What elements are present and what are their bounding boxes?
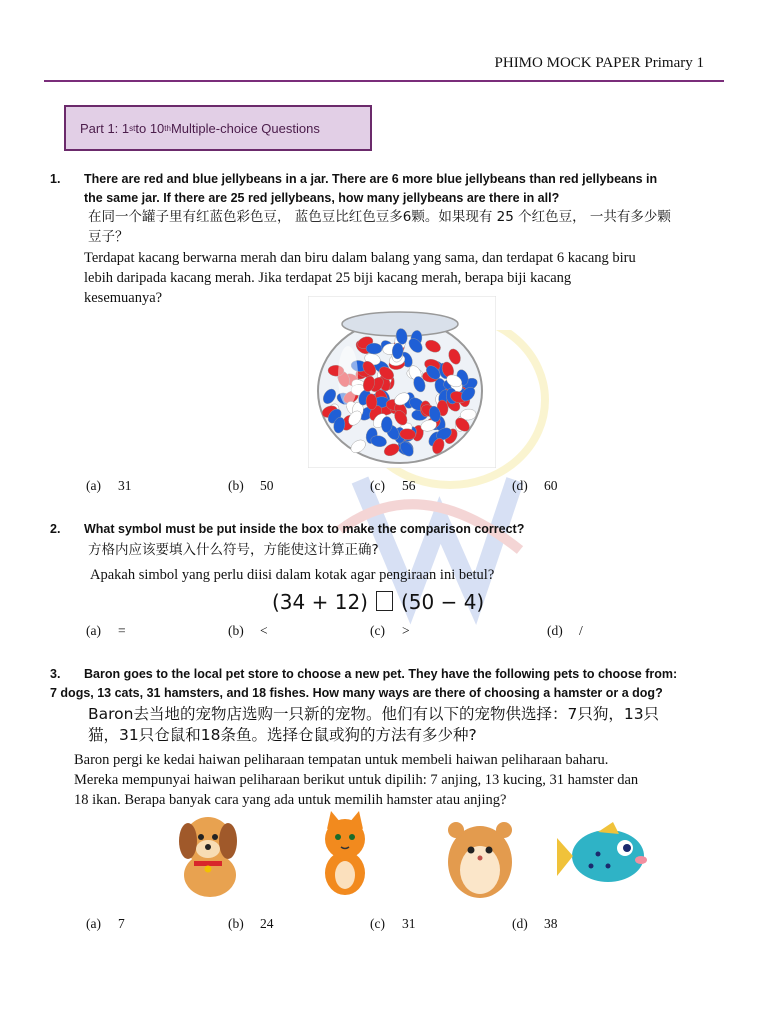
q2-number: 2. [50, 522, 61, 536]
q1-malay-line1: Terdapat kacang berwarna merah dan biru dalam balang yang sama, dan terdapat 6 kacang biru [84, 250, 636, 266]
q2-option-a-value: = [118, 623, 126, 638]
q2-equation-right: (50 − 4) [400, 590, 485, 614]
q2-option-d[interactable] [547, 623, 583, 639]
q1-option-d[interactable] [512, 478, 558, 494]
q2-option-d-label: (d) [547, 623, 563, 638]
q1-chinese-line1: 在同一个罐子里有红蓝色彩色豆， 蓝色豆比红色豆多6颗。如果现有 25 个红色豆， 一共有多少颗 [88, 209, 671, 225]
q3-option-a-value: 7 [118, 916, 125, 931]
q2-option-b-label: (b) [228, 623, 244, 638]
q3-option-a-label: (a) [86, 916, 101, 931]
fish-icon [553, 820, 658, 895]
q2-equation [272, 590, 484, 614]
q2-answer-box[interactable] [376, 591, 393, 611]
q1-option-a-value: 31 [118, 478, 132, 493]
q1-option-d-value: 60 [544, 478, 558, 493]
q1-number: 1. [50, 172, 61, 186]
q1-malay-line3: kesemuanya? [84, 290, 163, 306]
hamster-icon [440, 812, 520, 902]
header-divider [44, 80, 724, 82]
q3-chinese-line2: 猫，31只仓鼠和18条鱼。选择仓鼠或狗的方法有多少种? [88, 726, 477, 744]
q2-option-c-value: > [402, 623, 410, 638]
q3-english-line2: 7 dogs, 13 cats, 31 hamsters, and 18 fishes. How many ways are there of choosing a hamster or a dog? [50, 686, 663, 700]
q1-option-a-label: (a) [86, 478, 101, 493]
q1-option-a[interactable] [86, 478, 132, 494]
q2-option-c-label: (c) [370, 623, 385, 638]
dog-icon [160, 805, 255, 905]
q2-option-a-label: (a) [86, 623, 101, 638]
q3-malay-line1: Baron pergi ke kedai haiwan peliharaan tempatan untuk membeli haiwan peliharaan baharu. [74, 752, 609, 768]
q2-option-c[interactable] [370, 623, 410, 639]
q3-option-c-label: (c) [370, 916, 385, 931]
q1-option-b-label: (b) [228, 478, 244, 493]
q1-english-line1: There are red and blue jellybeans in a jar. There are 6 more blue jellybeans than red jellybeans in [84, 172, 658, 186]
q3-option-d-value: 38 [544, 916, 558, 931]
q3-option-c[interactable] [370, 916, 416, 932]
q1-option-d-label: (d) [512, 478, 528, 493]
q2-option-d-value: / [579, 623, 583, 638]
q3-option-b-value: 24 [260, 916, 274, 931]
q1-option-b[interactable] [228, 478, 274, 494]
part-heading-sup1: st [129, 123, 136, 133]
part-heading-mid: to 10 [135, 120, 165, 136]
q3-option-c-value: 31 [402, 916, 416, 931]
part-heading-box [64, 105, 372, 151]
q3-option-b[interactable] [228, 916, 274, 932]
q3-number: 3. [50, 667, 61, 681]
q3-english-line1: Baron goes to the local pet store to choose a new pet. They have the following pets to choose from: [84, 667, 678, 681]
jellybean-jar-image [308, 296, 496, 468]
q2-option-b-value: < [260, 623, 268, 638]
q1-chinese-line2: 豆子？ [88, 229, 129, 245]
q3-option-d-label: (d) [512, 916, 528, 931]
q2-option-b[interactable] [228, 623, 268, 639]
q1-malay-line2: lebih daripada kacang merah. Jika terdapat 25 biji kacang merah, berapa biji kacang [84, 270, 572, 286]
q3-option-d[interactable] [512, 916, 558, 932]
paper-title: PHIMO MOCK PAPER Primary 1 [494, 55, 704, 71]
q2-option-a[interactable] [86, 623, 126, 639]
cat-icon [305, 805, 385, 900]
q2-malay: Apakah simbol yang perlu diisi dalam kotak agar pengiraan ini betul? [90, 567, 495, 583]
q1-english-line2: the same jar. If there are 25 red jellybeans, how many jellybeans are there in all? [84, 191, 560, 205]
q1-option-c-value: 56 [402, 478, 416, 493]
q2-chinese: 方格内应该要填入什么符号，方能使这计算正确? [88, 542, 379, 558]
q1-option-c[interactable] [370, 478, 416, 494]
q3-option-b-label: (b) [228, 916, 244, 931]
q3-malay-line2: Mereka mempunyai haiwan peliharaan berikut untuk dipilih: 7 anjing, 13 kucing, 31 hamster dan [74, 772, 639, 788]
q3-malay-line3: 18 ikan. Berapa banyak cara yang ada untuk memilih hamster atau anjing? [74, 792, 507, 808]
part-heading-suffix: Multiple-choice Questions [170, 120, 320, 136]
q3-option-a[interactable] [86, 916, 125, 932]
q2-english: What symbol must be put inside the box to make the comparison correct? [84, 522, 525, 536]
part-heading-sup2: th [164, 123, 171, 133]
q1-option-c-label: (c) [370, 478, 385, 493]
part-heading-prefix: Part 1: 1 [80, 120, 130, 136]
q1-option-b-value: 50 [260, 478, 274, 493]
q3-chinese-line1: Baron去当地的宠物店选购一只新的宠物。他们有以下的宠物供选择：7只狗，13只 [88, 705, 660, 723]
q2-equation-left: (34 + 12) [272, 590, 368, 614]
